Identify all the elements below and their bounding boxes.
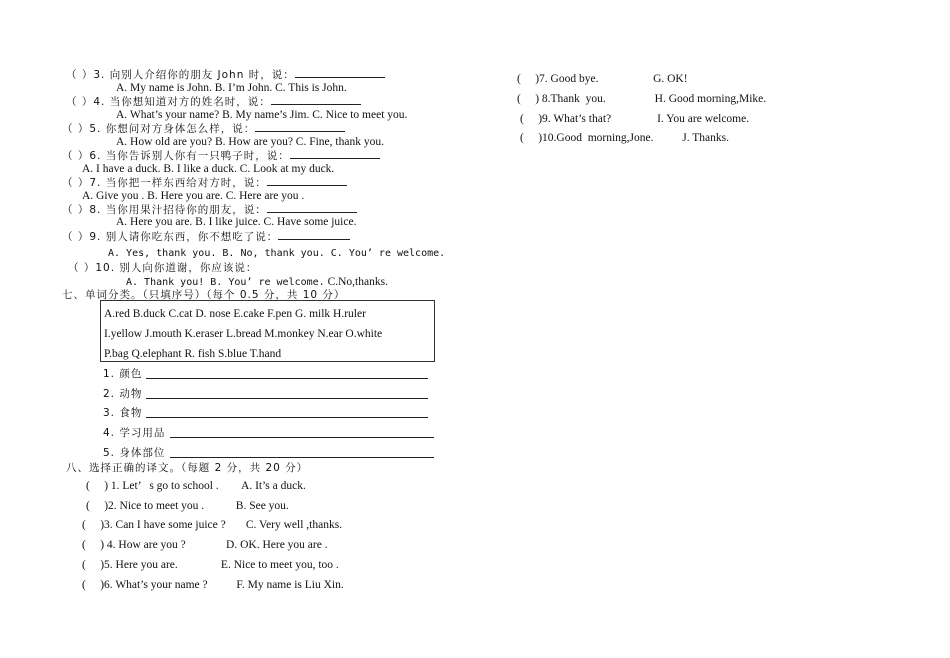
category-body-label: 5. 身体部位 <box>103 447 166 459</box>
q7-blank[interactable] <box>267 175 347 186</box>
word-bank-row-3: P.bag Q.elephant R. fish S.blue T.hand <box>104 348 282 360</box>
category-stationery-blank[interactable] <box>170 437 434 438</box>
q8-stem: （ ）8. 当你用果汁招待你的朋友，说： <box>62 202 357 217</box>
q3-options: A. My name is John. B. I’m John. C. This is John. <box>116 82 347 94</box>
match-item-10: ( )10.Good morning,Jone. J. Thanks. <box>520 132 730 144</box>
q4-options: A. What’s your name? B. My name’s Jim. C. Nice to meet you. <box>116 109 408 121</box>
match-item-7: ( )7. Good bye. G. OK! <box>517 73 688 85</box>
q9-stem: （ ）9. 别人请你吃东西，你不想吃了说： <box>62 229 350 244</box>
q5-blank[interactable] <box>255 121 345 132</box>
q5-stem: （ ）5. 你想问对方身体怎么样，说： <box>62 121 345 136</box>
q7-options: A. Give you . B. Here you are. C. Here are you . <box>82 190 305 202</box>
q6-blank[interactable] <box>290 148 380 159</box>
section7-title: 七、单词分类。（只填序号）（每个 0.5 分，共 10 分） <box>62 289 346 301</box>
category-food-blank[interactable] <box>146 417 428 418</box>
q8-options: A. Here you are. B. I like juice. C. Have some juice. <box>116 216 357 228</box>
section8-title: 八、选择正确的译文。（每题 2 分，共 20 分） <box>66 462 309 474</box>
q10-stem: （ ）10. 别人向你道谢，你应该说： <box>68 262 258 274</box>
category-stationery-label: 4. 学习用品 <box>103 427 166 439</box>
match-item-4: ( ) 4. How are you ? D. OK. Here you are . <box>82 539 328 551</box>
category-body-blank[interactable] <box>170 457 434 458</box>
q5-options: A. How old are you? B. How are you? C. Fine, thank you. <box>116 136 384 148</box>
q9-options: A. Yes, thank you. B. No, thank you. C. You’ re welcome. <box>108 248 446 259</box>
match-item-9: ( )9. What’s that? I. You are welcome. <box>520 113 750 125</box>
q10-options: A. Thank you! B. You’ re welcome. C.No,thanks. <box>126 276 388 288</box>
q7-stem: （ ）7. 当你把一样东西给对方时，说： <box>62 175 347 190</box>
q6-options: A. I have a duck. B. I like a duck. C. Look at my duck. <box>82 163 335 175</box>
category-colors-blank[interactable] <box>146 378 428 379</box>
match-item-2: ( )2. Nice to meet you . B. See you. <box>86 500 289 512</box>
match-item-1: ( ) 1. Let’ s go to school . A. It’s a duck. <box>86 480 306 492</box>
q8-blank[interactable] <box>267 202 357 213</box>
match-item-5: ( )5. Here you are. E. Nice to meet you, too . <box>82 559 339 571</box>
q3-stem: （ ）3. 向别人介绍你的朋友 John 时，说： <box>66 67 385 82</box>
category-animals-blank[interactable] <box>146 398 428 399</box>
match-item-8: ( ) 8.Thank you. H. Good morning,Mike. <box>517 93 767 105</box>
q9-blank[interactable] <box>278 229 350 240</box>
category-food-label: 3. 食物 <box>103 407 143 419</box>
q3-blank[interactable] <box>295 67 385 78</box>
match-item-3: ( )3. Can I have some juice ? C. Very well ,thanks. <box>82 519 343 531</box>
q6-stem: （ ）6. 当你告诉别人你有一只鸭子时，说： <box>62 148 380 163</box>
q4-stem: （ ）4. 当你想知道对方的姓名时，说： <box>66 94 361 109</box>
word-bank-row-2: I.yellow J.mouth K.eraser L.bread M.monkey N.ear O.white <box>104 328 383 340</box>
word-bank-row-1: A.red B.duck C.cat D. nose E.cake F.pen G. milk H.ruler <box>104 308 366 320</box>
category-animals-label: 2. 动物 <box>103 388 143 400</box>
match-item-6: ( )6. What’s your name ? F. My name is Liu Xin. <box>82 579 344 591</box>
q4-blank[interactable] <box>271 94 361 105</box>
category-colors-label: 1. 颜色 <box>103 368 143 380</box>
